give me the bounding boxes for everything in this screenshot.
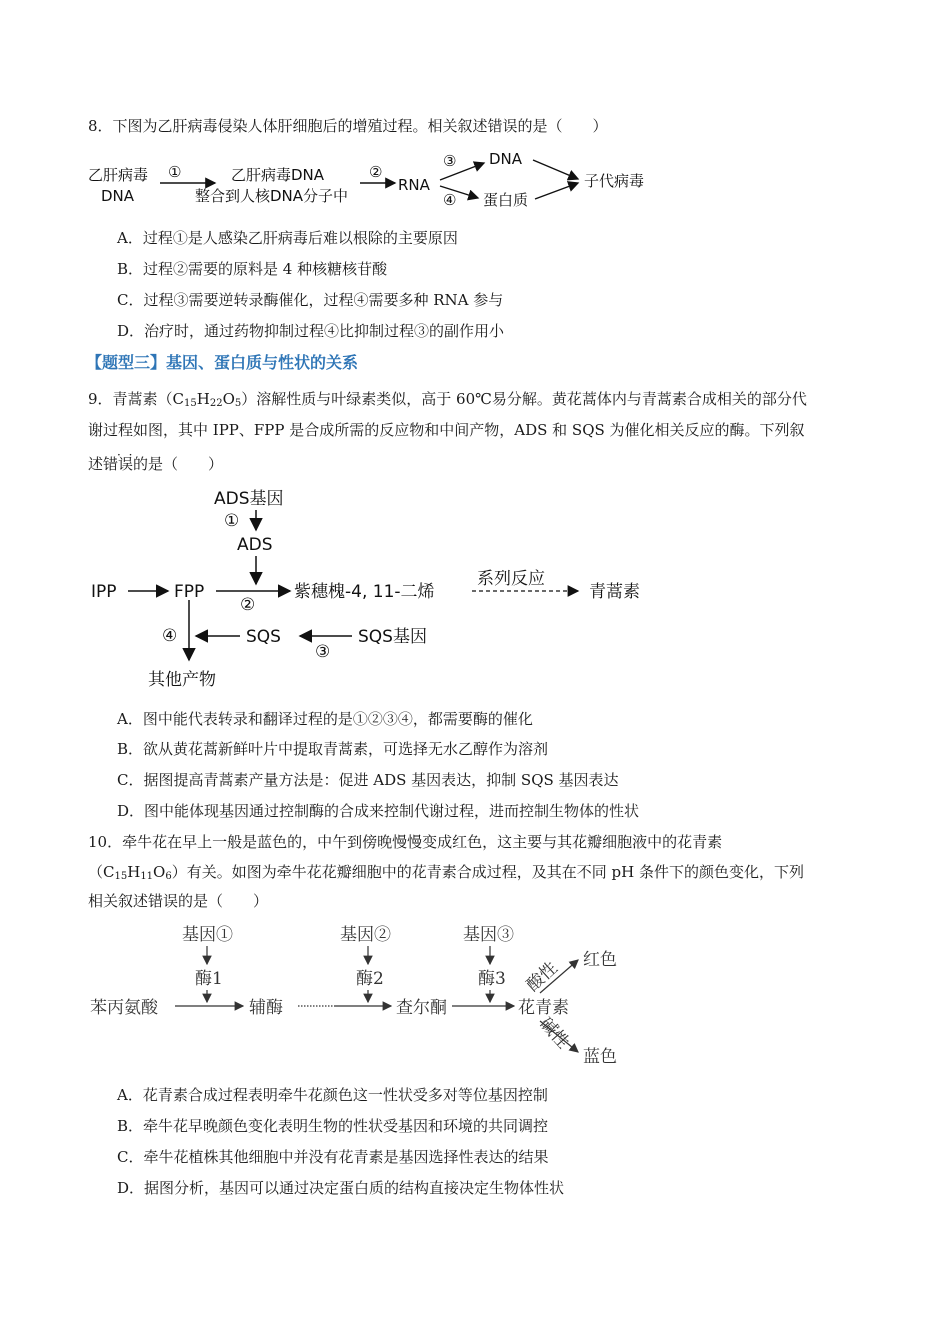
q8-option-a: A．过程①是人感染乙肝病毒后难以根除的主要原因 <box>117 229 458 247</box>
q10-chalcone: 查尔酮 <box>396 998 447 1018</box>
q10-basic: 碱性 <box>535 1013 573 1053</box>
q8-stem: 8．下图为乙肝病毒侵染人体肝细胞后的增殖过程。相关叙述错误的是（ ） <box>88 117 608 135</box>
q10-option-d: D．据图分析，基因可以通过决定蛋白质的结构直接决定生物体性状 <box>117 1179 565 1197</box>
q8-dna: DNA <box>489 150 523 168</box>
q9-intermediate: 紫穗槐-4, 11-二烯 <box>294 582 435 602</box>
q9-option-b: B．欲从黄花蒿新鲜叶片中提取青蒿素，可选择无水乙醇作为溶剂 <box>117 740 549 758</box>
q9-sqs: SQS <box>246 627 281 647</box>
q8-progeny: 子代病毒 <box>584 172 645 190</box>
q8-step1: ① <box>168 163 182 181</box>
q10-enzyme1: 酶1 <box>195 969 223 989</box>
q8-protein: 蛋白质 <box>483 191 529 209</box>
q9-option-d: D．图中能体现基因通过控制酶的合成来控制代谢过程，进而控制生物体的性状 <box>117 802 640 820</box>
q8-step2: ② <box>369 163 383 181</box>
q9-line1: 9．青蒿素$(C_{15}H_{22}O_5)$溶解性质与叶绿素类似，高于 60℃易分解。黄花蒿体内与青蒿素合成相关的部分代 <box>88 390 807 409</box>
q8-virus-line2: DNA <box>101 187 135 205</box>
q8-step3: ③ <box>443 152 457 170</box>
q10-blue: 蓝色 <box>583 1047 617 1067</box>
q9-option-a: A．图中能代表转录和翻译过程的是①②③④，都需要酶的催化 <box>117 710 533 728</box>
q10-gene1: 基因① <box>182 925 233 945</box>
q9-fpp: FPP <box>174 582 205 602</box>
q9-step4: ④ <box>162 626 178 646</box>
q10-red: 红色 <box>583 950 617 970</box>
q10-option-a: A．花青素合成过程表明牵牛花颜色这一性状受多对等位基因控制 <box>117 1086 548 1104</box>
q10-acidic: 酸性 <box>522 958 562 996</box>
q8-option-c: C．过程③需要逆转录酶催化，过程④需要多种 RNA 参与 <box>117 291 504 309</box>
q9-option-c: C．据图提高青蒿素产量方法是：促进 ADS 基因表达，抑制 SQS 基因表达 <box>117 771 619 789</box>
q9-series: 系列反应 <box>477 569 545 589</box>
q10-gene3: 基因③ <box>463 925 514 945</box>
emphasis-mark: 错误 · · <box>103 455 133 473</box>
q9-ads-gene: ADS基因 <box>214 489 284 509</box>
q9-ads: ADS <box>237 535 273 555</box>
q10-option-b: B．牵牛花早晚颜色变化表明生物的性状受基因和环境的共同调控 <box>117 1117 549 1135</box>
q10-anthocyanin: 花青素 <box>518 998 569 1018</box>
q10-coenzyme: 辅酶 <box>249 998 283 1018</box>
q9-artemisinin: 青蒿素 <box>589 582 640 602</box>
q10-line3: 相关叙述错误的是（ ） <box>88 892 269 910</box>
q10-enzyme3: 酶3 <box>478 969 506 989</box>
q8-integrated-line1: 乙肝病毒DNA <box>231 166 325 184</box>
q9-step3: ③ <box>315 642 331 662</box>
q9-other: 其他产物 <box>148 670 216 690</box>
q8-option-d: D．治疗时，通过药物抑制过程④比抑制过程③的副作用小 <box>117 322 505 340</box>
q9-sqs-gene: SQS基因 <box>358 627 427 647</box>
q9-step2: ② <box>240 595 256 615</box>
q9-line2: 谢过程如图，其中 IPP、FPP 是合成所需的反应物和中间产物，ADS 和 SQS 为催化相关反应的酶。下列叙 <box>88 421 805 439</box>
q10-enzyme2: 酶2 <box>356 969 384 989</box>
q8-option-b: B．过程②需要的原料是 4 种核糖核苷酸 <box>117 260 388 278</box>
q8-integrated-line2: 整合到人核DNA分子中 <box>195 187 349 205</box>
q8-step4: ④ <box>443 191 457 209</box>
q9-line3: 述错误 · ·的是（ ） <box>88 454 223 474</box>
section-title: 【题型三】基因、蛋白质与性状的关系 <box>86 353 359 372</box>
q8-virus-line1: 乙肝病毒 <box>88 166 149 184</box>
q8-rna: RNA <box>398 176 430 194</box>
q9-ipp: IPP <box>91 582 117 602</box>
q10-line2: $(C_{15}H_{11}O_6)$有关。如图为牵牛花花瓣细胞中的花青素合成过程，及其在不同 pH 条件下的颜色变化，下列 <box>88 863 804 882</box>
q10-option-c: C．牵牛花植株其他细胞中并没有花青素是基因选择性表达的结果 <box>117 1148 549 1166</box>
q10-phenylalanine: 苯丙氨酸 <box>90 998 158 1018</box>
q10-gene2: 基因② <box>340 925 391 945</box>
q9-step1: ① <box>224 511 240 531</box>
q10-line1: 10．牵牛花在早上一般是蓝色的，中午到傍晚慢慢变成红色，这主要与其花瓣细胞液中的花青素 <box>88 833 723 851</box>
